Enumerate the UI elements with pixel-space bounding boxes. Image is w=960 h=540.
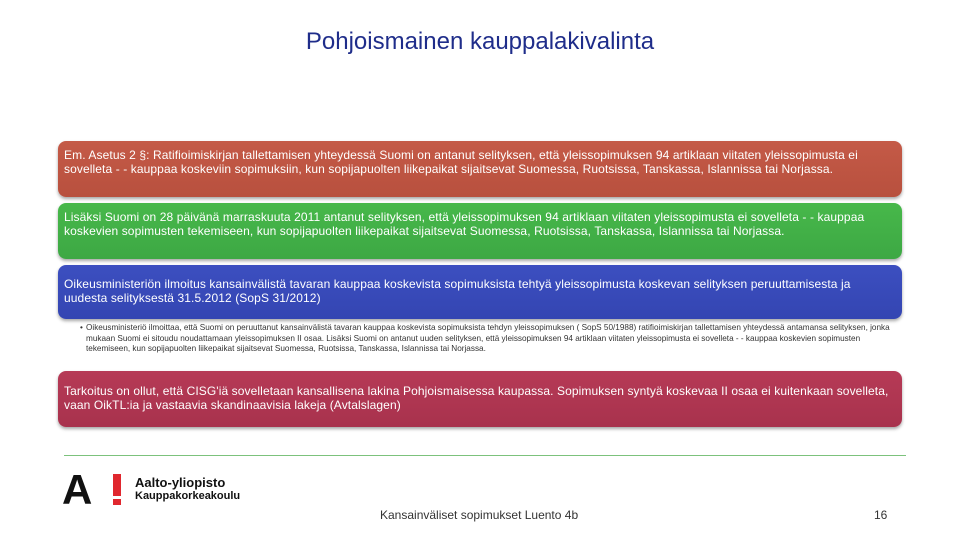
text-box-asetus: Em. Asetus 2 §: Ratifioimiskirjan tallettamisen yhteydessä Suomi on antanut selityksen, että yleissopimuksen 94 artiklaan viitaten yleissopimusta ei sovelleta - - kauppaa koskeviin sopimuksiin, kun sopijapuolten liikepaikat sijaitsevat Suomessa, Ruotsissa, Tanskassa, Islannissa tai Norjassa. — [58, 141, 902, 197]
text-box-selitys-2011: Lisäksi Suomi on 28 päivänä marraskuuta 2011 antanut selityksen, että yleissopimuksen 94 artiklaan viitaten yleissopimusta ei sovelleta - - kauppaa koskevien sopimusten tekemiseen, kun sopijapuolten liikepaikat sijaitsevat Suomessa, Ruotsissa, Tanskassa, Islannissa tai Norjassa. — [58, 203, 902, 259]
bullet-icon: • — [80, 323, 83, 332]
logo-mark-letter: A — [62, 471, 93, 507]
page-title: Pohjoismainen kauppalakivalinta — [305, 28, 655, 55]
page-number: 16 — [874, 508, 888, 522]
text-box-ilmoitus: Oikeusministeriön ilmoitus kansainvälistä tavaran kauppaa koskevista sopimuksista tehtyä yleissopimusta koskevan selityksen peruuttamisesta ja uudesta selityksestä 31.5.2012 (SopS 31/2012) — [58, 265, 902, 319]
sub-bullet-text — [80, 323, 901, 355]
sub-bullet-content: Oikeusministeriö ilmoittaa, että Suomi on peruuttanut kansainvälistä tavaran kauppaa koskevista sopimuksista tehdyn yleissopimuksen ( SopS 50/1988) ratifioimiskirjan tallettamisen yhteydessä antamansa selityksen, jonka mukaan Suomi ei sitoudu noudattamaan yleissopimuksen II osaa. Lisäksi Suomi on antanut uuden selityksen, että yleissopimuksen 94 artiklaan viitaten yleissopimusta ei sovelleta - - kauppaa koskevien sopimusten tekemiseen, kun sopijapuolten liikepaikat sijaitsevat Suomessa, Ruotsissa, Tanskassa, Islannissa tai Norjassa. — [86, 323, 890, 354]
logo-university-name: Aalto-yliopisto — [135, 475, 226, 490]
footer-divider — [64, 455, 906, 456]
footer-lecture-title: Kansainväliset sopimukset Luento 4b — [380, 508, 579, 522]
logo-exclamation-bar — [113, 474, 121, 496]
logo-school-name: Kauppakorkeakoulu — [135, 490, 241, 502]
text-box-tarkoitus: Tarkoitus on ollut, että CISG'iä sovelletaan kansallisena lakina Pohjoismaisessa kaupassa. Sopimuksen syntyä koskevaa II osaa ei kuitenkaan sovelleta, vaan OikTL:ia ja vastaavia skandinaavisia lakeja (Avtalslagen) — [58, 371, 902, 427]
logo-exclamation-dot — [113, 499, 121, 505]
